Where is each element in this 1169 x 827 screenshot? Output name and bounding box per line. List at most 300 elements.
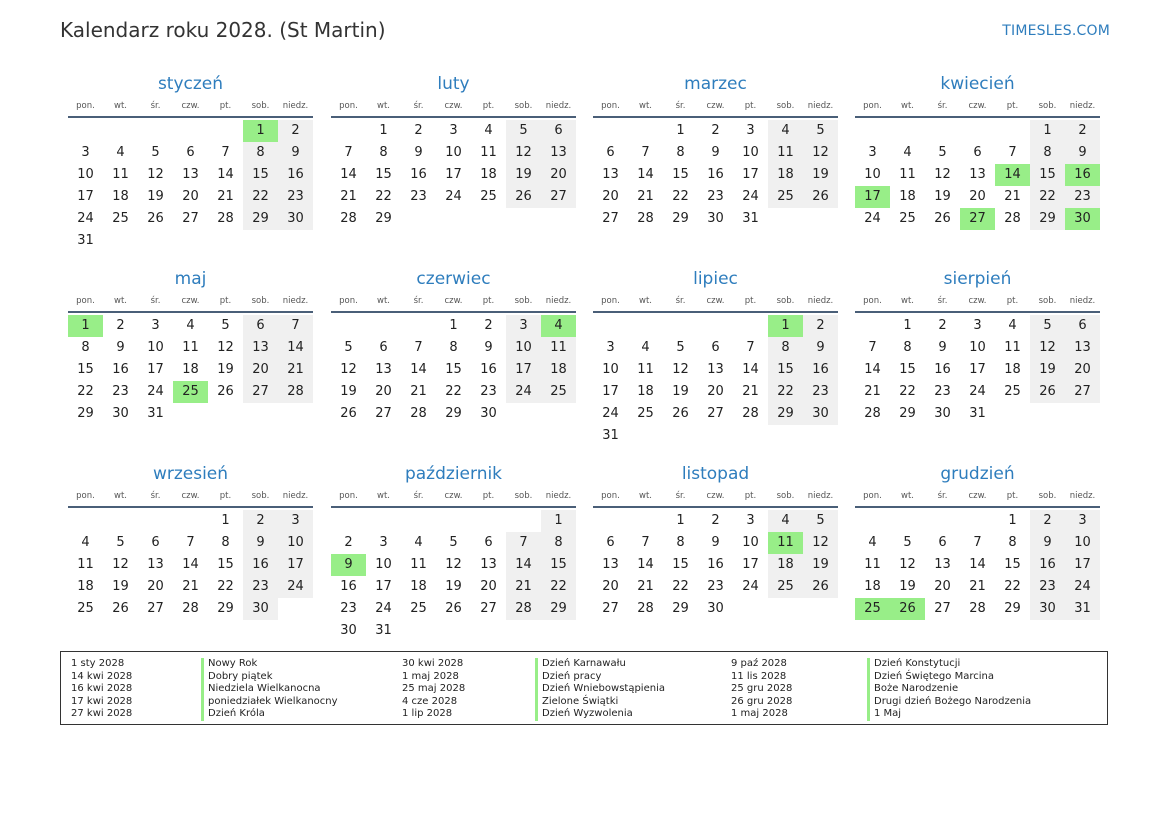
weekday-label: czw. <box>968 100 987 111</box>
day-cell: 6 <box>541 120 576 142</box>
empty-day-cell <box>855 315 890 337</box>
day-cell: 3 <box>746 123 755 138</box>
empty-day-cell <box>733 315 768 337</box>
day-cell: 11 <box>112 167 129 182</box>
day-cell: 22 <box>899 384 916 399</box>
day-cell: 25 <box>768 576 803 598</box>
day-cell: 15 <box>1030 164 1065 186</box>
day-cell: 5 <box>221 318 230 333</box>
day-cell: 18 <box>77 579 94 594</box>
day-cell: 14 <box>278 337 313 359</box>
day-cell: 1 <box>541 510 576 532</box>
empty-day-cell <box>698 315 733 337</box>
legend-date: 27 kwi 2028 <box>71 708 133 720</box>
day-cell: 29 <box>899 406 916 421</box>
day-cell: 6 <box>711 340 720 355</box>
day-cell: 10 <box>506 337 541 359</box>
legend-date: 26 gru 2028 <box>731 695 793 707</box>
day-cell: 24 <box>278 576 313 598</box>
empty-day-cell <box>173 120 208 142</box>
legend-date: 4 cze 2028 <box>402 695 458 707</box>
day-cell: 10 <box>375 557 392 572</box>
legend-dates-col-2 <box>402 658 465 721</box>
day-cell: 6 <box>484 535 493 550</box>
day-cell: 4 <box>868 535 877 550</box>
day-cell: 12 <box>506 142 541 164</box>
weekday-label: pt. <box>219 490 232 501</box>
day-cell: 8 <box>1030 142 1065 164</box>
day-cell: 14 <box>742 362 759 377</box>
day-cell: 9 <box>484 340 493 355</box>
day-cell: 25 <box>768 186 803 208</box>
day-cell: 13 <box>541 142 576 164</box>
day-cell: 14 <box>637 167 654 182</box>
day-cell: 6 <box>186 145 195 160</box>
holiday-legend <box>60 651 1108 725</box>
legend-date: 25 gru 2028 <box>731 683 793 695</box>
day-cell: 5 <box>803 120 838 142</box>
weekday-label: śr. <box>413 100 424 111</box>
weekday-label: wt. <box>377 295 390 306</box>
empty-day-cell <box>68 120 103 142</box>
day-cell: 4 <box>641 340 650 355</box>
day-cell: 8 <box>1008 535 1017 550</box>
empty-day-cell <box>925 510 960 532</box>
day-cell: 10 <box>445 145 462 160</box>
day-cell: 19 <box>217 362 234 377</box>
weekday-label: wt. <box>901 295 914 306</box>
month-block <box>331 73 576 230</box>
day-cell: 30 <box>1030 598 1065 620</box>
weekday-label: czw. <box>181 490 200 501</box>
day-cell: 20 <box>602 579 619 594</box>
day-cell: 18 <box>410 579 427 594</box>
day-cell: 24 <box>602 406 619 421</box>
day-cell: 15 <box>217 557 234 572</box>
day-cell: 13 <box>1065 337 1100 359</box>
weekday-label: pon. <box>339 100 358 111</box>
day-cell: 27 <box>243 381 278 403</box>
day-cell: 22 <box>243 186 278 208</box>
empty-day-cell <box>995 120 1030 142</box>
day-cell: 19 <box>445 579 462 594</box>
day-cell: 7 <box>414 340 423 355</box>
empty-day-cell <box>208 120 243 142</box>
weekday-label: wt. <box>639 295 652 306</box>
day-cell: 30 <box>707 601 724 616</box>
day-cell: 13 <box>375 362 392 377</box>
day-cell: 2 <box>1065 120 1100 142</box>
day-cell: 27 <box>934 601 951 616</box>
legend-holiday-name: Dzień Konstytucji <box>874 658 961 669</box>
day-cell: 11 <box>77 557 94 572</box>
day-cell: 20 <box>541 164 576 186</box>
day-cell: 8 <box>541 532 576 554</box>
day-cell: 14 <box>410 362 427 377</box>
empty-day-cell <box>960 120 995 142</box>
weekday-label: śr. <box>413 490 424 501</box>
weekday-header <box>331 485 576 508</box>
day-cell: 4 <box>116 145 125 160</box>
day-cell: 21 <box>1004 189 1021 204</box>
day-cell: 24 <box>375 601 392 616</box>
month-block <box>68 268 313 425</box>
empty-day-cell <box>173 510 208 532</box>
day-cell: 13 <box>480 557 497 572</box>
weekday-label: wt. <box>639 100 652 111</box>
legend-holiday-name: Dzień pracy <box>542 670 602 682</box>
weekday-label: sob. <box>514 100 533 111</box>
month-block <box>855 73 1100 230</box>
day-cell: 3 <box>278 510 313 532</box>
day-cell: 3 <box>449 123 458 138</box>
day-cell: 22 <box>672 579 689 594</box>
weekday-header <box>855 485 1100 508</box>
holiday-day-cell: 14 <box>995 164 1030 186</box>
legend-holiday-name: poniedziałek Wielkanocny <box>208 695 338 707</box>
brand-link[interactable]: TIMESLES.COM <box>1002 23 1110 39</box>
day-cell: 18 <box>541 359 576 381</box>
day-cell: 9 <box>803 337 838 359</box>
day-cell: 19 <box>672 384 689 399</box>
day-cell: 24 <box>742 579 759 594</box>
day-cell: 9 <box>711 145 720 160</box>
day-cell: 28 <box>637 211 654 226</box>
weekday-label: pon. <box>339 295 358 306</box>
day-cell: 23 <box>278 186 313 208</box>
weekday-label: czw. <box>706 295 725 306</box>
day-cell: 16 <box>340 579 357 594</box>
day-cell: 26 <box>803 186 838 208</box>
day-cell: 28 <box>278 381 313 403</box>
day-cell: 15 <box>1004 557 1021 572</box>
day-cell: 3 <box>606 340 615 355</box>
day-cell: 29 <box>1030 208 1065 230</box>
day-cell: 12 <box>112 557 129 572</box>
weekday-label: pon. <box>339 490 358 501</box>
legend-holiday-name: Nowy Rok <box>208 658 258 669</box>
day-cell: 12 <box>672 362 689 377</box>
month-name: styczeń <box>157 74 224 94</box>
weekday-header <box>68 290 313 313</box>
legend-date: 1 maj 2028 <box>731 708 788 720</box>
day-cell: 15 <box>77 362 94 377</box>
legend-names-col-2 <box>535 658 665 721</box>
day-cell: 2 <box>484 318 493 333</box>
day-cell: 30 <box>480 406 497 421</box>
weekday-header <box>593 95 838 118</box>
day-cell: 12 <box>803 532 838 554</box>
day-cell: 9 <box>1065 142 1100 164</box>
day-cell: 23 <box>410 189 427 204</box>
day-cell: 25 <box>77 601 94 616</box>
day-cell: 13 <box>602 167 619 182</box>
day-cell: 20 <box>969 189 986 204</box>
day-cell: 9 <box>938 340 947 355</box>
day-cell: 22 <box>217 579 234 594</box>
day-cell: 20 <box>934 579 951 594</box>
days-grid <box>68 510 313 620</box>
weekday-label: czw. <box>706 100 725 111</box>
month-block <box>593 73 838 230</box>
legend-date: 30 kwi 2028 <box>402 658 464 669</box>
day-cell: 5 <box>676 340 685 355</box>
day-cell: 12 <box>803 142 838 164</box>
days-grid <box>855 120 1100 230</box>
legend-holiday-name: Boże Narodzenie <box>874 683 959 695</box>
day-cell: 18 <box>182 362 199 377</box>
empty-day-cell <box>401 510 436 532</box>
day-cell: 1 <box>676 123 685 138</box>
day-cell: 12 <box>1030 337 1065 359</box>
legend-names-col-1 <box>201 658 338 721</box>
day-cell: 2 <box>414 123 423 138</box>
day-cell: 23 <box>1030 576 1065 598</box>
weekday-label: pt. <box>219 295 232 306</box>
day-cell: 31 <box>1065 598 1100 620</box>
day-cell: 22 <box>672 189 689 204</box>
day-cell: 9 <box>243 532 278 554</box>
day-cell: 23 <box>803 381 838 403</box>
legend-holiday-name: 1 Maj <box>874 708 902 720</box>
day-cell: 25 <box>899 211 916 226</box>
day-cell: 23 <box>243 576 278 598</box>
month-block <box>68 463 313 620</box>
day-cell: 2 <box>938 318 947 333</box>
legend-date: 1 sty 2028 <box>71 658 125 669</box>
weekday-label: pt. <box>744 490 757 501</box>
day-cell: 1 <box>379 123 388 138</box>
empty-day-cell <box>138 120 173 142</box>
weekday-label: pt. <box>744 295 757 306</box>
day-cell: 31 <box>147 406 164 421</box>
day-cell: 21 <box>217 189 234 204</box>
day-cell: 15 <box>445 362 462 377</box>
legend-dates-col-3 <box>731 658 792 721</box>
day-cell: 28 <box>864 406 881 421</box>
day-cell: 26 <box>112 601 129 616</box>
day-cell: 29 <box>672 601 689 616</box>
day-cell: 27 <box>480 601 497 616</box>
day-cell: 15 <box>672 167 689 182</box>
day-cell: 2 <box>116 318 125 333</box>
holiday-day-cell: 1 <box>243 120 278 142</box>
days-grid <box>331 315 576 425</box>
day-cell: 14 <box>969 557 986 572</box>
day-cell: 12 <box>899 557 916 572</box>
day-cell: 7 <box>186 535 195 550</box>
weekday-label: pon. <box>76 490 95 501</box>
day-cell: 4 <box>903 145 912 160</box>
day-cell: 21 <box>278 359 313 381</box>
day-cell: 21 <box>637 189 654 204</box>
day-cell: 1 <box>1030 120 1065 142</box>
legend-holiday-name: Dzień Karnawału <box>542 658 626 669</box>
day-cell: 29 <box>217 601 234 616</box>
weekday-label: niedz. <box>1069 295 1096 306</box>
weekday-label: niedz. <box>545 490 572 501</box>
day-cell: 11 <box>480 145 497 160</box>
day-cell: 18 <box>480 167 497 182</box>
weekday-label: czw. <box>706 490 725 501</box>
day-cell: 11 <box>899 167 916 182</box>
legend-holiday-name: Drugi dzień Bożego Narodzenia <box>874 695 1032 707</box>
day-cell: 6 <box>243 315 278 337</box>
legend-date: 25 maj 2028 <box>402 683 466 695</box>
day-cell: 15 <box>768 359 803 381</box>
days-grid <box>593 315 838 447</box>
day-cell: 5 <box>1030 315 1065 337</box>
month-name: maj <box>174 269 207 289</box>
holiday-day-cell: 27 <box>960 208 995 230</box>
day-cell: 24 <box>742 189 759 204</box>
day-cell: 18 <box>899 189 916 204</box>
weekday-label: sob. <box>251 295 270 306</box>
day-cell: 19 <box>934 189 951 204</box>
legend-holiday-name: Zielone Świątki <box>542 695 619 707</box>
day-cell: 6 <box>606 145 615 160</box>
month-name: lipiec <box>693 269 738 289</box>
weekday-label: czw. <box>444 100 463 111</box>
holiday-day-cell: 26 <box>890 598 925 620</box>
legend-date: 9 paź 2028 <box>731 658 787 669</box>
weekday-label: niedz. <box>807 295 834 306</box>
weekday-label: śr. <box>150 295 161 306</box>
day-cell: 24 <box>506 381 541 403</box>
empty-day-cell <box>628 315 663 337</box>
weekday-header <box>593 485 838 508</box>
weekday-label: niedz. <box>1069 100 1096 111</box>
day-cell: 4 <box>414 535 423 550</box>
day-cell: 7 <box>973 535 982 550</box>
day-cell: 26 <box>506 186 541 208</box>
day-cell: 22 <box>541 576 576 598</box>
day-cell: 3 <box>81 145 90 160</box>
empty-day-cell <box>331 315 366 337</box>
weekday-label: czw. <box>181 295 200 306</box>
day-cell: 21 <box>410 384 427 399</box>
day-cell: 21 <box>742 384 759 399</box>
weekday-label: śr. <box>937 490 948 501</box>
weekday-label: niedz. <box>807 100 834 111</box>
day-cell: 30 <box>707 211 724 226</box>
empty-day-cell <box>138 510 173 532</box>
day-cell: 27 <box>541 186 576 208</box>
weekday-label: sob. <box>514 490 533 501</box>
day-cell: 28 <box>637 601 654 616</box>
day-cell: 13 <box>182 167 199 182</box>
day-cell: 18 <box>768 554 803 576</box>
holiday-day-cell: 1 <box>68 315 103 337</box>
day-cell: 24 <box>77 211 94 226</box>
day-cell: 20 <box>147 579 164 594</box>
empty-day-cell <box>628 120 663 142</box>
month-name: luty <box>437 74 470 94</box>
empty-day-cell <box>663 315 698 337</box>
day-cell: 26 <box>934 211 951 226</box>
day-cell: 28 <box>969 601 986 616</box>
legend-holiday-name: Dzień Wyzwolenia <box>542 708 633 720</box>
legend-date: 16 kwi 2028 <box>71 683 133 695</box>
day-cell: 17 <box>742 557 759 572</box>
month-name: sierpień <box>943 269 1012 289</box>
day-cell: 8 <box>449 340 458 355</box>
day-cell: 8 <box>676 535 685 550</box>
empty-day-cell <box>68 510 103 532</box>
day-cell: 8 <box>243 142 278 164</box>
day-cell: 29 <box>375 211 392 226</box>
day-cell: 21 <box>864 384 881 399</box>
day-cell: 6 <box>606 535 615 550</box>
month-block <box>68 73 313 252</box>
day-cell: 22 <box>1004 579 1021 594</box>
day-cell: 8 <box>676 145 685 160</box>
day-cell: 2 <box>711 123 720 138</box>
day-cell: 14 <box>340 167 357 182</box>
empty-day-cell <box>366 315 401 337</box>
day-cell: 3 <box>1065 510 1100 532</box>
empty-day-cell <box>890 120 925 142</box>
legend-date: 17 kwi 2028 <box>71 695 133 707</box>
day-cell: 24 <box>1065 576 1100 598</box>
page-title: Kalendarz roku 2028. (St Martin) <box>60 18 386 42</box>
weekday-label: śr. <box>675 100 686 111</box>
day-cell: 3 <box>746 513 755 528</box>
day-cell: 29 <box>243 208 278 230</box>
holiday-day-cell: 9 <box>331 554 366 576</box>
day-cell: 9 <box>278 142 313 164</box>
day-cell: 16 <box>278 164 313 186</box>
day-cell: 8 <box>81 340 90 355</box>
day-cell: 15 <box>243 164 278 186</box>
day-cell: 15 <box>899 362 916 377</box>
holiday-day-cell: 1 <box>768 315 803 337</box>
day-cell: 6 <box>151 535 160 550</box>
weekday-header <box>68 485 313 508</box>
weekday-label: pon. <box>863 490 882 501</box>
day-cell: 14 <box>506 554 541 576</box>
day-cell: 28 <box>410 406 427 421</box>
day-cell: 5 <box>903 535 912 550</box>
day-cell: 2 <box>803 315 838 337</box>
day-cell: 16 <box>410 167 427 182</box>
day-cell: 9 <box>1030 532 1065 554</box>
weekday-label: pon. <box>601 490 620 501</box>
weekday-label: niedz. <box>545 295 572 306</box>
day-cell: 23 <box>707 189 724 204</box>
day-cell: 31 <box>602 428 619 443</box>
weekday-label: pon. <box>601 100 620 111</box>
day-cell: 25 <box>541 381 576 403</box>
day-cell: 17 <box>445 167 462 182</box>
weekday-label: czw. <box>181 100 200 111</box>
weekday-label: niedz. <box>807 490 834 501</box>
day-cell: 4 <box>768 510 803 532</box>
weekday-label: niedz. <box>1069 490 1096 501</box>
day-cell: 16 <box>707 557 724 572</box>
weekday-label: pon. <box>601 295 620 306</box>
legend-date: 14 kwi 2028 <box>71 670 133 682</box>
day-cell: 11 <box>768 142 803 164</box>
day-cell: 21 <box>506 576 541 598</box>
weekday-label: wt. <box>377 490 390 501</box>
empty-day-cell <box>593 315 628 337</box>
legend-dates-col-1 <box>71 658 132 721</box>
day-cell: 2 <box>278 120 313 142</box>
day-cell: 31 <box>77 233 94 248</box>
empty-day-cell <box>593 510 628 532</box>
day-cell: 13 <box>934 557 951 572</box>
